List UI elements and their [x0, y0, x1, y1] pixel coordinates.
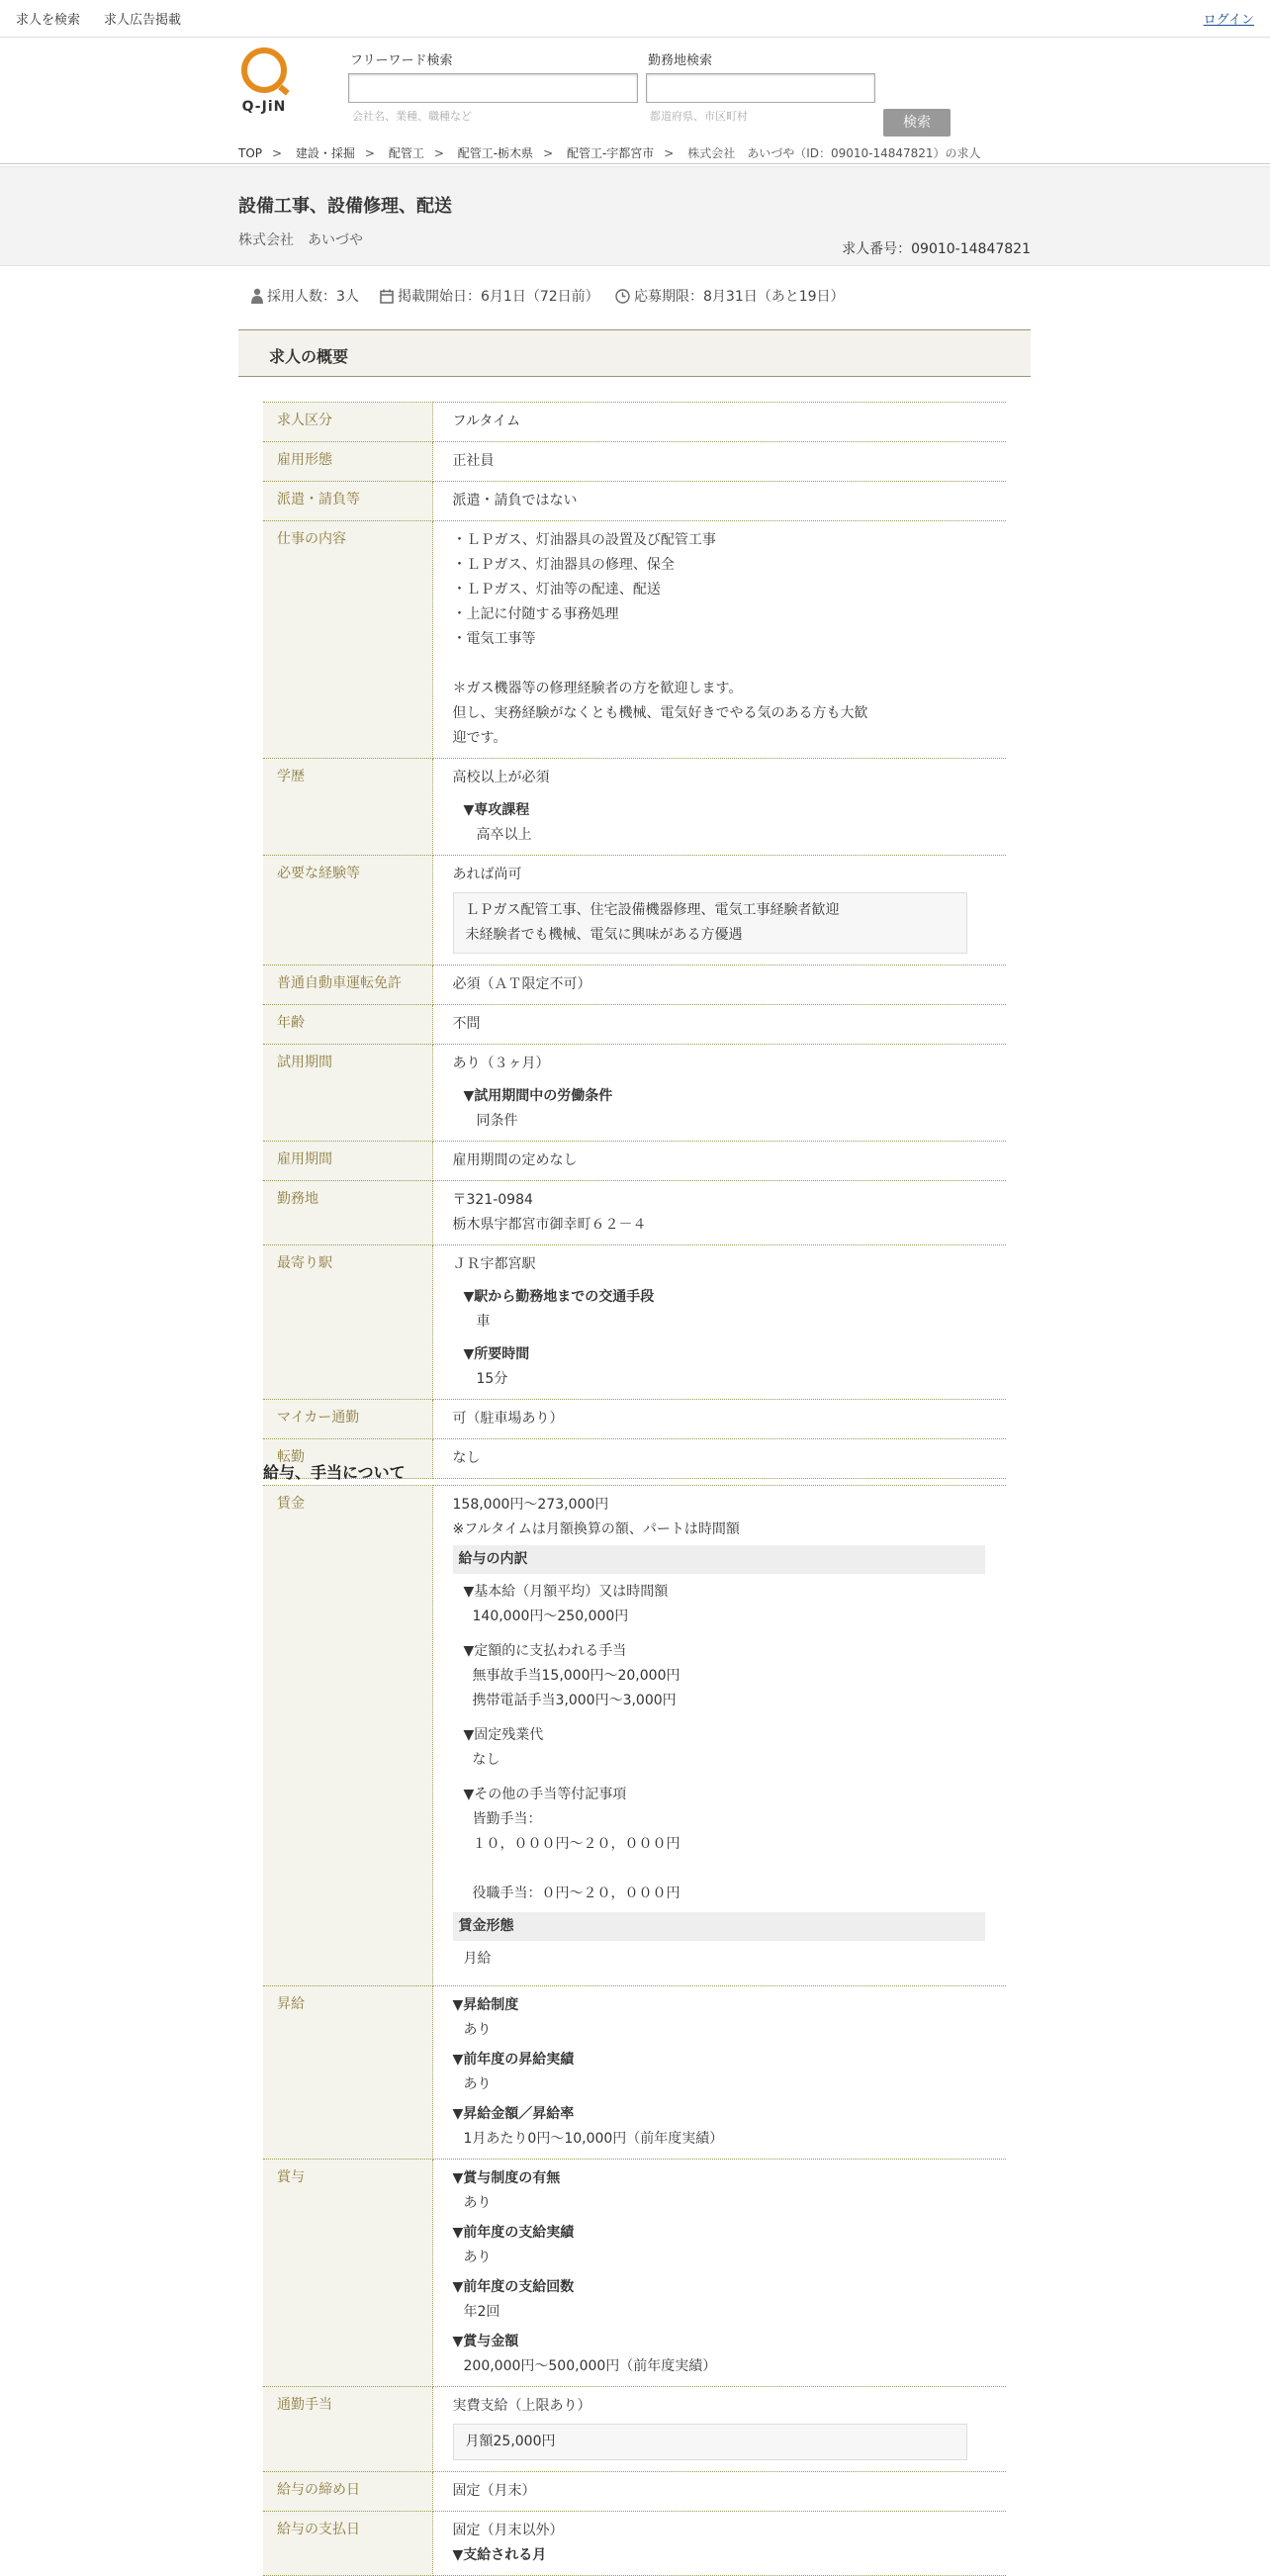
- work-address: 栃木県宇都宮市御幸町６２－４: [452, 1217, 647, 1233]
- description-spacer: [453, 652, 987, 677]
- row-label: 転勤: [263, 1439, 432, 1479]
- row-label: 派遣・請負等: [263, 482, 432, 521]
- station-value: ＪＲ宇都宮駅: [452, 1256, 536, 1272]
- row-value: 派遣・請負ではない: [432, 482, 1006, 521]
- bonus-system-label: ▼賞与制度の有無: [452, 2170, 561, 2186]
- row-label: 雇用期間: [263, 1142, 432, 1181]
- area-input[interactable]: [646, 73, 875, 103]
- other-allowance-line: 皆勤手当：: [472, 1811, 542, 1827]
- overtime-value: なし: [472, 1752, 500, 1768]
- site-logo[interactable]: [238, 47, 290, 119]
- clock-icon: [615, 289, 630, 304]
- row-value: 雇用期間の定めなし: [432, 1142, 1006, 1181]
- bonus-count-label: ▼前年度の支給回数: [452, 2279, 575, 2295]
- description-line: 迎です。: [452, 730, 507, 746]
- row-value: 必須（ＡＴ限定不可）: [432, 966, 1006, 1005]
- base-pay-value: 140,000円〜250,000円: [472, 1609, 629, 1624]
- raise-system-label: ▼昇給制度: [452, 1997, 519, 2013]
- trial-sub-value: 同条件: [476, 1113, 518, 1129]
- job-number: 求人番号：09010-14847821: [842, 241, 1031, 257]
- breadcrumb-plumber-tochigi[interactable]: 配管工-栃木県: [457, 146, 534, 160]
- commute-note-box: 月額25,000円: [453, 2424, 967, 2460]
- table-row: [263, 1005, 1006, 1045]
- breadcrumb-current: 株式会社 あいづや（ID：09010-14847821）の求人: [687, 146, 981, 160]
- description-line: ・ＬＰガス、灯油器具の修理、保全: [452, 557, 675, 573]
- freeword-hint: 会社名、業種、職種など: [352, 110, 472, 123]
- raise-record-value: あり: [463, 2076, 492, 2092]
- duration-sub-value: 15分: [476, 1371, 508, 1387]
- commute-value: 実費支給（上限あり）: [452, 2398, 591, 2414]
- table-row: [263, 2387, 1006, 2472]
- calendar-icon: [380, 289, 394, 304]
- access-sub-label: ▼駅から勤務地までの交通手段: [463, 1289, 655, 1305]
- table-row: [263, 2160, 1006, 2387]
- description-line: ・電気工事等: [452, 631, 536, 647]
- description-line: ・上記に付随する事務処理: [452, 606, 619, 622]
- education-value: 高校以上が必須: [452, 770, 550, 785]
- freeword-input[interactable]: [348, 73, 638, 103]
- other-allowance-line: 役職手当：０円～２０，０００円: [472, 1886, 680, 1901]
- bonus-record-label: ▼前年度の支給実績: [452, 2225, 575, 2241]
- wage-form-value: 月給: [463, 1951, 492, 1967]
- bonus-record-value: あり: [463, 2250, 492, 2265]
- freeword-label: フリーワード検索: [350, 53, 453, 68]
- bonus-system-value: あり: [463, 2195, 492, 2211]
- payday-value: 固定（月末以外）: [452, 2523, 564, 2538]
- row-value-group: [432, 1486, 1006, 1986]
- row-label: 通勤手当: [263, 2387, 432, 2472]
- education-sub-value: 高卒以上: [476, 827, 532, 843]
- experience-note-line: 未経験者でも機械、電気に興味がある方優遇: [465, 927, 743, 943]
- table-row: [263, 856, 1006, 966]
- table-row: [263, 2472, 1006, 2512]
- row-label: 賃金: [263, 1486, 432, 1986]
- other-allowance-spacer: [453, 1857, 987, 1882]
- table-row: [263, 2512, 1006, 2576]
- other-allowance-label: ▼その他の手当等付記事項: [463, 1787, 627, 1802]
- row-label: 必要な経験等: [263, 856, 432, 966]
- post-ad-link[interactable]: 求人広告掲載: [104, 13, 182, 28]
- raise-system-value: あり: [463, 2022, 492, 2038]
- bonus-count-value: 年2回: [463, 2304, 500, 2320]
- table-row: [263, 521, 1006, 759]
- breadcrumb-top[interactable]: TOP: [238, 146, 263, 160]
- postal-code: 〒321-0984: [452, 1192, 533, 1208]
- education-sub-label: ▼専攻課程: [463, 802, 530, 818]
- row-value-group: [432, 759, 1006, 856]
- wage-form-heading: 賃金形態: [453, 1912, 985, 1941]
- row-value: なし: [432, 1439, 1006, 1479]
- raise-amount-value: 1月あたり0円〜10,000円（前年度実績）: [463, 2131, 724, 2147]
- breadcrumb-construction[interactable]: 建設・採掘: [295, 146, 355, 160]
- person-icon: [251, 288, 263, 304]
- row-label: 勤務地: [263, 1181, 432, 1245]
- table-row: [263, 1486, 1006, 1986]
- trial-sub-label: ▼試用期間中の労働条件: [463, 1088, 613, 1104]
- freeword-search: [348, 49, 638, 124]
- description-line: ・ＬＰガス、灯油等の配達、配送: [452, 582, 661, 598]
- experience-note-line: ＬＰガス配管工事、住宅設備機器修理、電気工事経験者歓迎: [465, 902, 840, 918]
- deadline-date: 応募期限：8月31日（あと19日）: [634, 289, 845, 305]
- row-value: 正社員: [432, 442, 1006, 482]
- row-label: 求人区分: [263, 403, 432, 442]
- area-hint: 都道府県、市区町村: [650, 110, 748, 123]
- row-value: フルタイム: [432, 403, 1006, 442]
- other-allowance-line: １０，０００円～２０，０００円: [472, 1836, 680, 1852]
- experience-note-box: [453, 892, 967, 954]
- row-label: 最寄り駅: [263, 1245, 432, 1400]
- hires-meta: [251, 286, 359, 306]
- breakdown-heading: 給与の内訳: [453, 1545, 985, 1574]
- job-title-bar: [0, 166, 1270, 266]
- breadcrumb-plumber-utsunomiya[interactable]: 配管工-宇都宮市: [566, 146, 655, 160]
- bonus-amount-label: ▼賞与金額: [452, 2334, 519, 2349]
- table-row: [263, 442, 1006, 482]
- row-label: 年齢: [263, 1005, 432, 1045]
- row-label: 賞与: [263, 2160, 432, 2387]
- posted-date: 掲載開始日：6月1日（72日前）: [398, 289, 599, 305]
- table-row: [263, 1181, 1006, 1245]
- wage-range: 158,000円〜273,000円: [452, 1497, 609, 1513]
- duration-sub-label: ▼所要時間: [463, 1346, 530, 1362]
- overview-heading: 求人の概要: [238, 329, 1031, 377]
- table-row: [263, 403, 1006, 442]
- login-link[interactable]: ログイン: [1203, 13, 1254, 28]
- logo-q-icon: [241, 47, 287, 93]
- area-label: 勤務地検索: [648, 53, 713, 68]
- experience-value: あれば尚可: [452, 867, 522, 882]
- company-name: 株式会社 あいづや: [238, 232, 363, 248]
- description-line: 但し、実務経験がなくとも機械、電気好きでやる気のある方も大歓: [452, 705, 868, 721]
- fixed-allowance-value: 無事故手当15,000円〜20,000円: [472, 1668, 680, 1684]
- search-header: [0, 38, 1270, 140]
- salary-table: [263, 1485, 1006, 2576]
- breadcrumb-plumber[interactable]: 配管工: [388, 146, 424, 160]
- description-line: ・ＬＰガス、灯油器具の設置及び配管工事: [452, 532, 716, 548]
- row-value-group: [432, 1245, 1006, 1400]
- description-line: ＊ガス機器等の修理経験者の方を歓迎します。: [452, 681, 743, 696]
- deadline-meta: [615, 286, 845, 306]
- area-search: [646, 49, 875, 124]
- fixed-allowance-value: 携帯電話手当3,000円〜3,000円: [472, 1693, 677, 1708]
- raise-record-label: ▼前年度の昇給実績: [452, 2052, 575, 2068]
- job-title: 設備工事、設備修理、配送: [238, 196, 452, 217]
- table-row: [263, 1986, 1006, 2160]
- top-bar: [0, 0, 1270, 38]
- row-value-group: [432, 2387, 1006, 2472]
- access-sub-value: 車: [476, 1314, 491, 1330]
- table-row: [263, 1245, 1006, 1400]
- wage-note: ※フルタイムは月額換算の額、パートは時間額: [452, 1521, 740, 1537]
- hires-count: 採用人数：3人: [267, 289, 359, 305]
- row-label: マイカー通勤: [263, 1400, 432, 1439]
- logo-text: Q-JiN: [241, 99, 287, 115]
- overview-table: [263, 402, 1006, 1479]
- trial-value: あり（３ヶ月）: [452, 1056, 550, 1071]
- table-row: [263, 482, 1006, 521]
- row-label: 昇給: [263, 1986, 432, 2160]
- bonus-amount-value: 200,000円〜500,000円（前年度実績）: [463, 2358, 717, 2374]
- job-description: [432, 521, 1006, 759]
- search-button[interactable]: 検索: [883, 109, 951, 137]
- row-value-group: [432, 1986, 1006, 2160]
- salary-heading: 給与、手当について: [263, 1463, 406, 1482]
- table-row: [263, 759, 1006, 856]
- row-value-group: [432, 1045, 1006, 1142]
- row-value: 可（駐車場あり）: [432, 1400, 1006, 1439]
- job-search-link[interactable]: 求人を検索: [16, 13, 81, 28]
- row-value-group: [432, 2512, 1006, 2576]
- overtime-label: ▼固定残業代: [463, 1727, 544, 1743]
- row-value: 固定（月末）: [432, 2472, 1006, 2512]
- table-row: [263, 966, 1006, 1005]
- base-pay-label: ▼基本給（月額平均）又は時間額: [463, 1584, 669, 1600]
- row-label: 試用期間: [263, 1045, 432, 1142]
- row-label: 給与の支払日: [263, 2512, 432, 2576]
- raise-amount-label: ▼昇給金額／昇給率: [452, 2106, 575, 2122]
- fixed-allowance-label: ▼定額的に支払われる手当: [463, 1643, 627, 1659]
- row-value: 不問: [432, 1005, 1006, 1045]
- job-meta: [0, 266, 1270, 329]
- table-row: [263, 1142, 1006, 1181]
- row-value-group: [432, 2160, 1006, 2387]
- row-value-group: [432, 856, 1006, 966]
- row-label: 雇用形態: [263, 442, 432, 482]
- row-label: 学歴: [263, 759, 432, 856]
- table-row: [263, 1400, 1006, 1439]
- posted-meta: [380, 286, 599, 306]
- row-label: 普通自動車運転免許: [263, 966, 432, 1005]
- breadcrumb: TOP > 建設・採掘 > 配管工 > 配管工-栃木県 > 配管工-宇都宮市 > 株式会社 あいづや（ID：09010-14847821）の求人: [0, 140, 1270, 164]
- row-label: 給与の締め日: [263, 2472, 432, 2512]
- row-value-group: [432, 1181, 1006, 1245]
- pay-month-label: ▼支給される月: [452, 2547, 547, 2563]
- table-row: [263, 1045, 1006, 1142]
- row-label: 仕事の内容: [263, 521, 432, 759]
